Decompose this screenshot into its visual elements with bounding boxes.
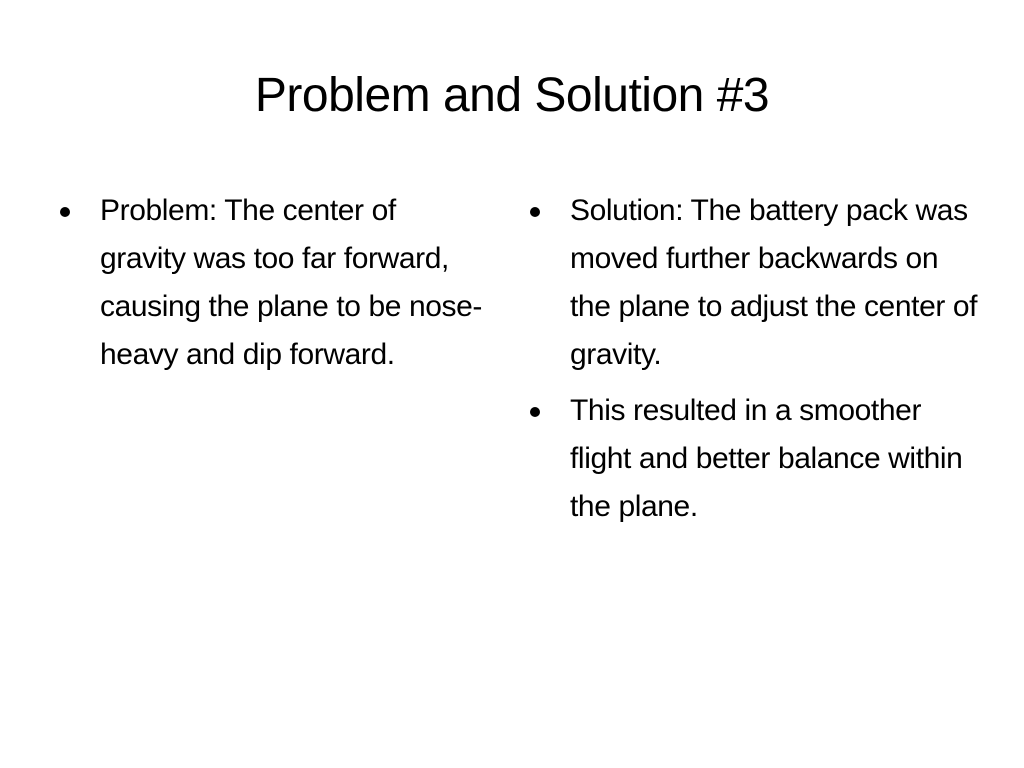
right-column (528, 187, 978, 539)
solution-bullet (528, 187, 978, 379)
bullet-icon (60, 207, 70, 217)
result-text: This resulted in a smoother flight and better balance within the plane. (570, 394, 963, 523)
problem-bullet (58, 187, 488, 379)
problem-text: Problem: The center of gravity was too far forward, causing the plane to be nose-heavy and dip forward. (100, 194, 483, 371)
bullet-icon (530, 207, 540, 217)
bullet-icon (530, 407, 540, 417)
solution-text: Solution: The battery pack was moved further backwards on the plane to adjust the center of gravity. (570, 194, 978, 371)
slide-title: Problem and Solution #3 (254, 69, 770, 122)
left-column (58, 187, 488, 387)
result-bullet (528, 387, 978, 531)
